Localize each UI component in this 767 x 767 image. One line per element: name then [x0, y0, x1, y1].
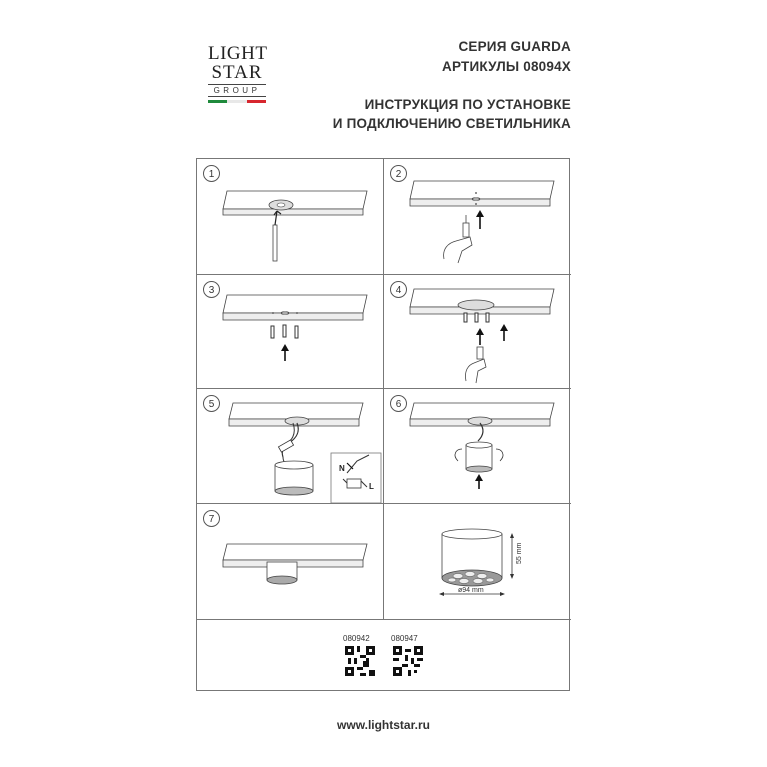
italian-flag-stripe [208, 100, 266, 103]
instruction-title-line-1: ИНСТРУКЦИЯ ПО УСТАНОВКЕ [364, 97, 571, 112]
step-number-badge: 1 [203, 165, 220, 182]
qr-code-080947[interactable] [393, 646, 423, 676]
wiring-n-label: N [339, 464, 345, 473]
step-number-badge: 5 [203, 395, 220, 412]
step-3-illustration [197, 275, 384, 389]
step-4-illustration [384, 275, 571, 389]
height-dimension-label: 55 mm [516, 542, 523, 564]
step-number-badge: 2 [390, 165, 407, 182]
step-number-badge: 3 [203, 281, 220, 298]
logo-line-2: STAR [211, 62, 263, 83]
installation-steps-grid [196, 158, 570, 691]
step-2-panel [384, 159, 571, 275]
step-7-panel [197, 504, 384, 620]
qr-codes-section [197, 620, 569, 690]
logo-line-3: GROUP [208, 84, 266, 97]
step-5-panel [197, 389, 384, 504]
fixture-dimensions-drawing [384, 504, 571, 620]
diameter-dimension-label: ø94 mm [458, 587, 484, 594]
step-6-panel [384, 389, 571, 504]
website-url[interactable]: www.lightstar.ru [337, 718, 430, 732]
step-2-illustration [384, 159, 571, 275]
series-name: СЕРИЯ GUARDA [458, 39, 571, 54]
lightstar-logo [208, 44, 266, 103]
step-number-badge: 7 [203, 510, 220, 527]
step-number-badge: 6 [390, 395, 407, 412]
step-1-panel [197, 159, 384, 275]
step-3-panel [197, 275, 384, 389]
step-5-illustration [197, 389, 384, 504]
article-numbers: АРТИКУЛЫ 08094X [442, 59, 571, 74]
article-code-label: 080947 [391, 634, 418, 643]
wiring-l-label: L [369, 482, 374, 491]
step-6-illustration [384, 389, 571, 504]
step-number-badge: 4 [390, 281, 407, 298]
logo-line-1: LIGHT [208, 43, 268, 64]
qr-code-080942[interactable] [345, 646, 375, 676]
step-1-illustration [197, 159, 384, 275]
article-code-label: 080942 [343, 634, 370, 643]
dimensions-panel [384, 504, 571, 620]
instruction-title-line-2: И ПОДКЛЮЧЕНИЮ СВЕТИЛЬНИКА [332, 116, 571, 131]
step-4-panel [384, 275, 571, 389]
step-7-illustration [197, 504, 384, 620]
